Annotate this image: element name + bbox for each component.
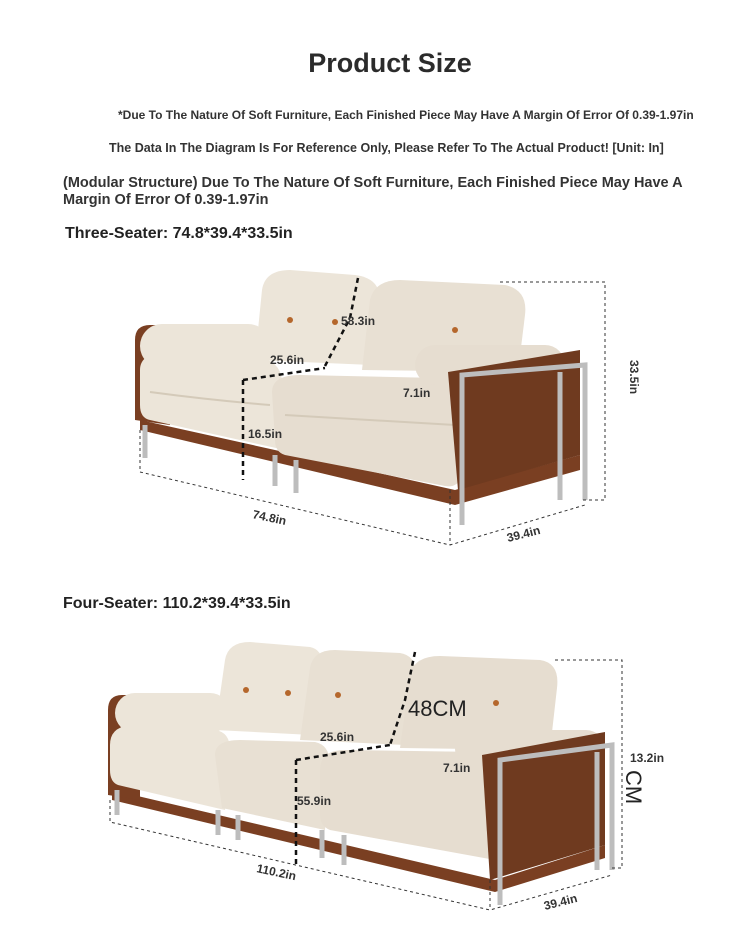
- seat-2: [215, 740, 330, 830]
- three-height-dim: 33.5in: [627, 360, 641, 395]
- four-height-unit: CM: [621, 770, 646, 805]
- four-height-dim: 13.2in: [630, 751, 665, 765]
- three-depth-dim: 39.4in: [505, 523, 542, 545]
- tuft-button: [452, 327, 458, 333]
- four-seater-diagram: [0, 625, 750, 925]
- reference-note: The Data In The Diagram Is For Reference Only, Please Refer To The Actual Product! [Unit: In]: [109, 141, 664, 155]
- seat-right: [272, 375, 465, 486]
- margin-note: *Due To The Nature Of Soft Furniture, Each Finished Piece May Have A Margin Of Error Of 0.39-1.97in: [118, 108, 694, 122]
- three-seat-height-dim: 16.5in: [248, 427, 283, 441]
- three-length-dim: 74.8in: [251, 507, 288, 529]
- four-length-dim: 110.2in: [255, 861, 298, 884]
- back-cushion-2: [300, 650, 415, 745]
- four-diag-dim: 48CM: [408, 696, 467, 721]
- three-seater-diagram: [0, 250, 750, 560]
- tuft-button: [493, 700, 499, 706]
- four-depth-dim: 39.4in: [542, 891, 579, 913]
- three-diag-dim: 58.3in: [341, 314, 376, 328]
- three-seater-label: Three-Seater: 74.8*39.4*33.5in: [65, 225, 293, 242]
- four-seat-height-dim: 55.9in: [297, 794, 332, 808]
- three-seat-width-dim: 25.6in: [270, 353, 305, 367]
- three-arm-dim: 7.1in: [403, 386, 431, 400]
- tuft-button: [285, 690, 291, 696]
- four-arm-dim: 7.1in: [443, 761, 471, 775]
- tuft-button: [335, 692, 341, 698]
- page-title: Product Size: [308, 48, 472, 78]
- four-seater-label: Four-Seater: 110.2*39.4*33.5in: [63, 595, 291, 612]
- four-seat-width-dim: 25.6in: [320, 730, 355, 744]
- tuft-button: [287, 317, 293, 323]
- modular-note: (Modular Structure) Due To The Nature Of Soft Furniture, Each Finished Piece May Have A Margin Of Error Of 0.39-1.97in: [63, 175, 683, 208]
- tuft-button: [243, 687, 249, 693]
- tuft-button: [332, 319, 338, 325]
